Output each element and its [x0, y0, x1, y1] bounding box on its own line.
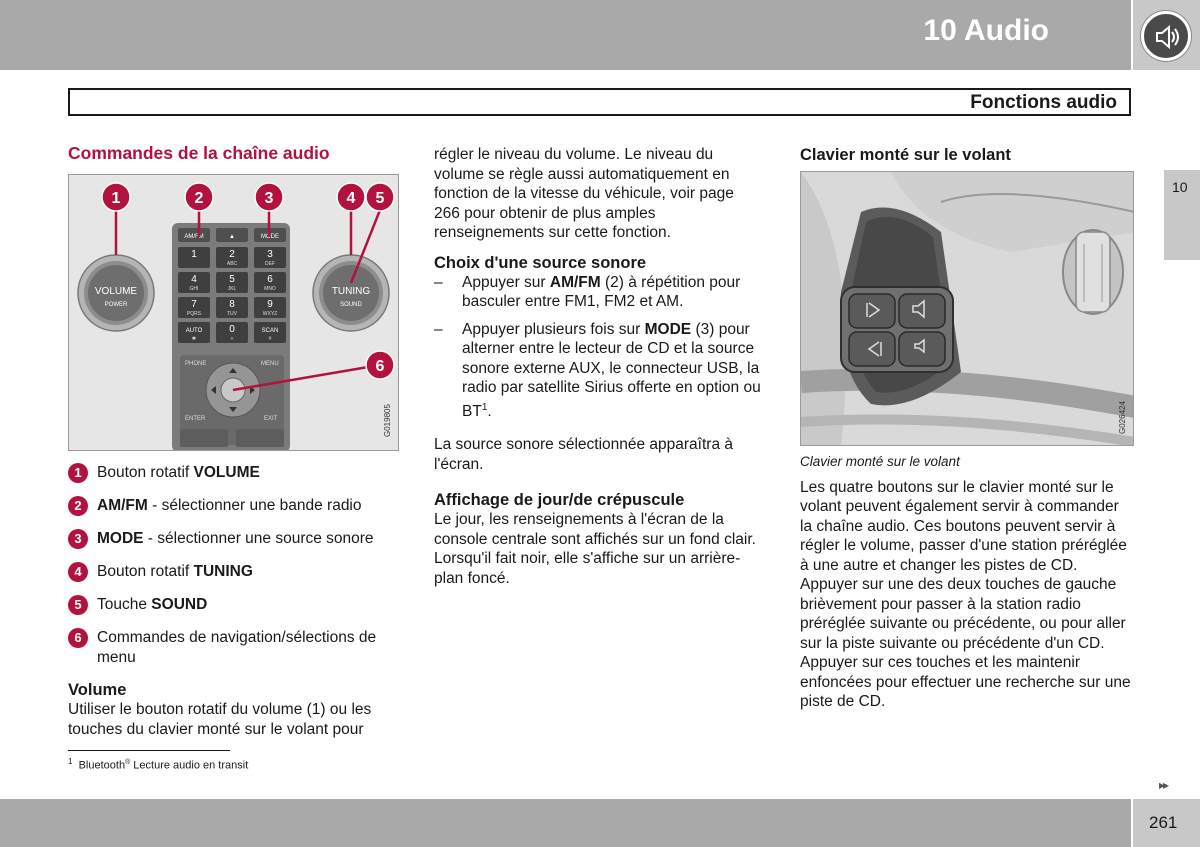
volume-knob-label: VOLUME: [94, 286, 138, 297]
column-2: [434, 145, 764, 588]
keypad-key-main: 9: [267, 299, 273, 310]
legend-list: [68, 463, 398, 667]
volume-heading: Volume: [68, 681, 127, 699]
legend-number-badge: 3: [68, 529, 88, 549]
legend-number-badge: 4: [68, 562, 88, 582]
legend-number-badge: 2: [68, 496, 88, 516]
chapter-side-tab-label: 10: [1172, 179, 1188, 195]
legend-number-badge: 1: [68, 463, 88, 483]
legend-item: [68, 529, 398, 549]
continue-arrow-icon: ▸▸: [1159, 778, 1168, 792]
keypad-key-main: 4: [191, 274, 197, 285]
keypad-key-sub: ABC: [226, 261, 238, 267]
keypad-key-main: 0: [229, 324, 235, 335]
keypad-key-sub: TUV: [227, 311, 237, 317]
enter-key-label: ENTER: [185, 416, 206, 422]
keypad-key-main: 8: [229, 299, 235, 310]
keypad-key-sub: PQRS: [186, 311, 202, 317]
page-number: 261: [1149, 813, 1178, 832]
legend-bold: SOUND: [151, 596, 208, 613]
top-header-bar: [0, 0, 1131, 70]
chapter-title: 10 Audio: [923, 14, 1049, 47]
legend-item: [68, 628, 398, 667]
legend-pre: Bouton rotatif: [97, 464, 194, 481]
chapter-icon-box: [1133, 0, 1200, 70]
keypad-top-key-label: MODE: [261, 234, 279, 240]
callout-number: 5: [375, 190, 385, 207]
legend-item: [68, 562, 398, 582]
steering-keypad-illustration: [801, 172, 1134, 446]
phone-key-label: PHONE: [185, 361, 207, 367]
keypad-key-sub: #: [268, 336, 272, 342]
keypad-key-sub: WXYZ: [262, 311, 278, 317]
legend-number-badge: 5: [68, 595, 88, 615]
legend-number-badge: 6: [68, 628, 88, 648]
keypad-key-sub: +: [230, 336, 234, 342]
section-title: Fonctions audio: [970, 92, 1117, 113]
legend-pre: Bouton rotatif: [97, 563, 194, 580]
keypad-key-main: 1: [191, 249, 197, 260]
callout-number: 3: [264, 190, 274, 207]
registered-mark: ®: [125, 759, 131, 766]
keypad-key-main: 7: [191, 299, 197, 310]
source-note: La source sonore sélectionnée apparaîtra à l'écran.: [434, 436, 734, 473]
section-header: [68, 88, 1131, 116]
keypad-key-sub: ✱: [191, 336, 197, 342]
steering-keypad-figure: [800, 171, 1134, 446]
keypad-top-key-label: ▲: [229, 234, 235, 240]
legend-bold: VOLUME: [193, 464, 260, 481]
footnote-number: 1: [68, 757, 73, 766]
volume-text: Utiliser le bouton rotatif du volume (1) ou les touches du clavier monté sur le volant pour: [68, 701, 372, 738]
steering-keypad-text: Les quatre boutons sur le clavier monté sur le volant peuvent également servir à commander la chaîne audio. Ces boutons peuvent servir à régler le volume, passer d'une station préréglée à une autre et changer les pistes de CD. Appuyer sur une des deux touches de gauche brièvement pour passer à la station radio préréglée suivante ou précédente, ou pour aller sur la piste suivante ou précédente d'un CD. Appuyer sur ces touches et les maintenir enfoncées pour effectuer une recherche sur une piste de CD.: [800, 478, 1131, 710]
item1-bold: AM/FM: [549, 273, 601, 291]
audio-panel-illustration: [69, 175, 399, 451]
tuning-knob-label: TUNING: [331, 286, 371, 297]
item2-post: (3) pour alterner entre le lecteur de CD et la source sonore externe AUX, le connecteur USB, la radio par satellite Sirius offerte en option ou BT: [462, 320, 761, 420]
item2-end: .: [487, 402, 492, 420]
keypad-key-main: 5: [229, 274, 235, 285]
figure-caption: Clavier monté sur le volant: [800, 454, 960, 469]
legend-bold: MODE: [97, 530, 144, 547]
keypad-key-main: SCAN: [261, 328, 279, 334]
keypad-top-key-label: AM/FM: [184, 234, 204, 240]
legend-item: [68, 595, 398, 615]
keypad-key-main: 3: [267, 249, 273, 260]
item2-bold: MODE: [644, 320, 692, 338]
legend-item: [68, 463, 398, 483]
exit-key-label: EXIT: [264, 416, 278, 422]
display-heading: Affichage de jour/de crépuscule: [434, 491, 685, 510]
legend-post: - sélectionner une bande radio: [147, 497, 362, 514]
menu-key-label: MENU: [261, 361, 279, 367]
power-label: POWER: [104, 302, 128, 308]
speaker-icon: [1141, 11, 1191, 61]
dash-marker: –: [434, 320, 443, 338]
legend-text: [97, 595, 398, 615]
figure-code: G026424: [1118, 401, 1127, 434]
legend-text: [97, 562, 398, 582]
legend-item: [68, 496, 398, 516]
legend-bold: AM/FM: [97, 497, 148, 514]
footnote-term: Bluetooth: [78, 759, 126, 772]
bottom-footer-bar: [0, 799, 1131, 847]
list-item: [434, 320, 764, 422]
callout-number: 6: [375, 358, 385, 375]
legend-pre: Touche: [97, 596, 152, 613]
footnote-rest: Lecture audio en transit: [130, 759, 249, 772]
legend-text: [97, 529, 398, 549]
footnote-rule: [68, 750, 230, 751]
source-heading: Choix d'une source sonore: [434, 253, 647, 272]
callout-number: 4: [346, 190, 356, 207]
keypad-key-main: AUTO: [185, 328, 203, 334]
page-number-box: [1133, 799, 1200, 847]
dash-marker: –: [434, 273, 443, 291]
keypad-key-sub: MNO: [264, 286, 276, 292]
keypad-key-main: 6: [267, 274, 273, 285]
chapter-side-tab[interactable]: [1164, 170, 1200, 260]
column-3: [800, 145, 1135, 712]
sound-label: SOUND: [340, 302, 362, 308]
keypad-key-sub: DEF: [265, 261, 275, 267]
keypad-key-main: 2: [229, 249, 235, 260]
legend-text: [97, 628, 398, 667]
item2-pre: Appuyer plusieurs fois sur: [462, 320, 645, 338]
legend-post: - sélectionner une source sonore: [143, 530, 374, 547]
callout-number: 1: [111, 190, 121, 207]
legend-text: [97, 463, 398, 483]
display-text: Le jour, les renseignements à l'écran de la console centrale sont affichés sur un fond clair. Lorsqu'il fait noir, elle s'affiche sur un arrière-plan foncé.: [434, 511, 756, 587]
keypad-key-sub: GHI: [189, 286, 199, 292]
legend-text: [97, 496, 398, 516]
audio-controls-heading: Commandes de la chaîne audio: [68, 143, 330, 163]
footnote-ref[interactable]: 1: [481, 401, 488, 413]
audio-panel-figure: [68, 174, 399, 451]
callout-number: 2: [194, 190, 204, 207]
volume-continued-text: régler le niveau du volume. Le niveau du volume se règle aussi automatiquement en fonction de la vitesse du véhicule, voir page 266 pour obtenir de plus amples renseignements sur cette fonction.: [434, 146, 734, 241]
item1-post: (2) à répétition pour basculer entre FM1, FM2 et AM.: [462, 273, 741, 310]
footnote: [68, 757, 248, 772]
list-item: [434, 273, 764, 312]
figure-code: G019805: [383, 404, 392, 437]
item1-pre: Appuyer sur: [462, 273, 550, 291]
steering-keypad-heading: Clavier monté sur le volant: [800, 146, 1011, 164]
legend-pre: Commandes de navigation/sélections de menu: [97, 629, 377, 666]
keypad-key-sub: JKL: [227, 286, 237, 292]
legend-bold: TUNING: [193, 563, 253, 580]
column-1: [68, 142, 398, 739]
